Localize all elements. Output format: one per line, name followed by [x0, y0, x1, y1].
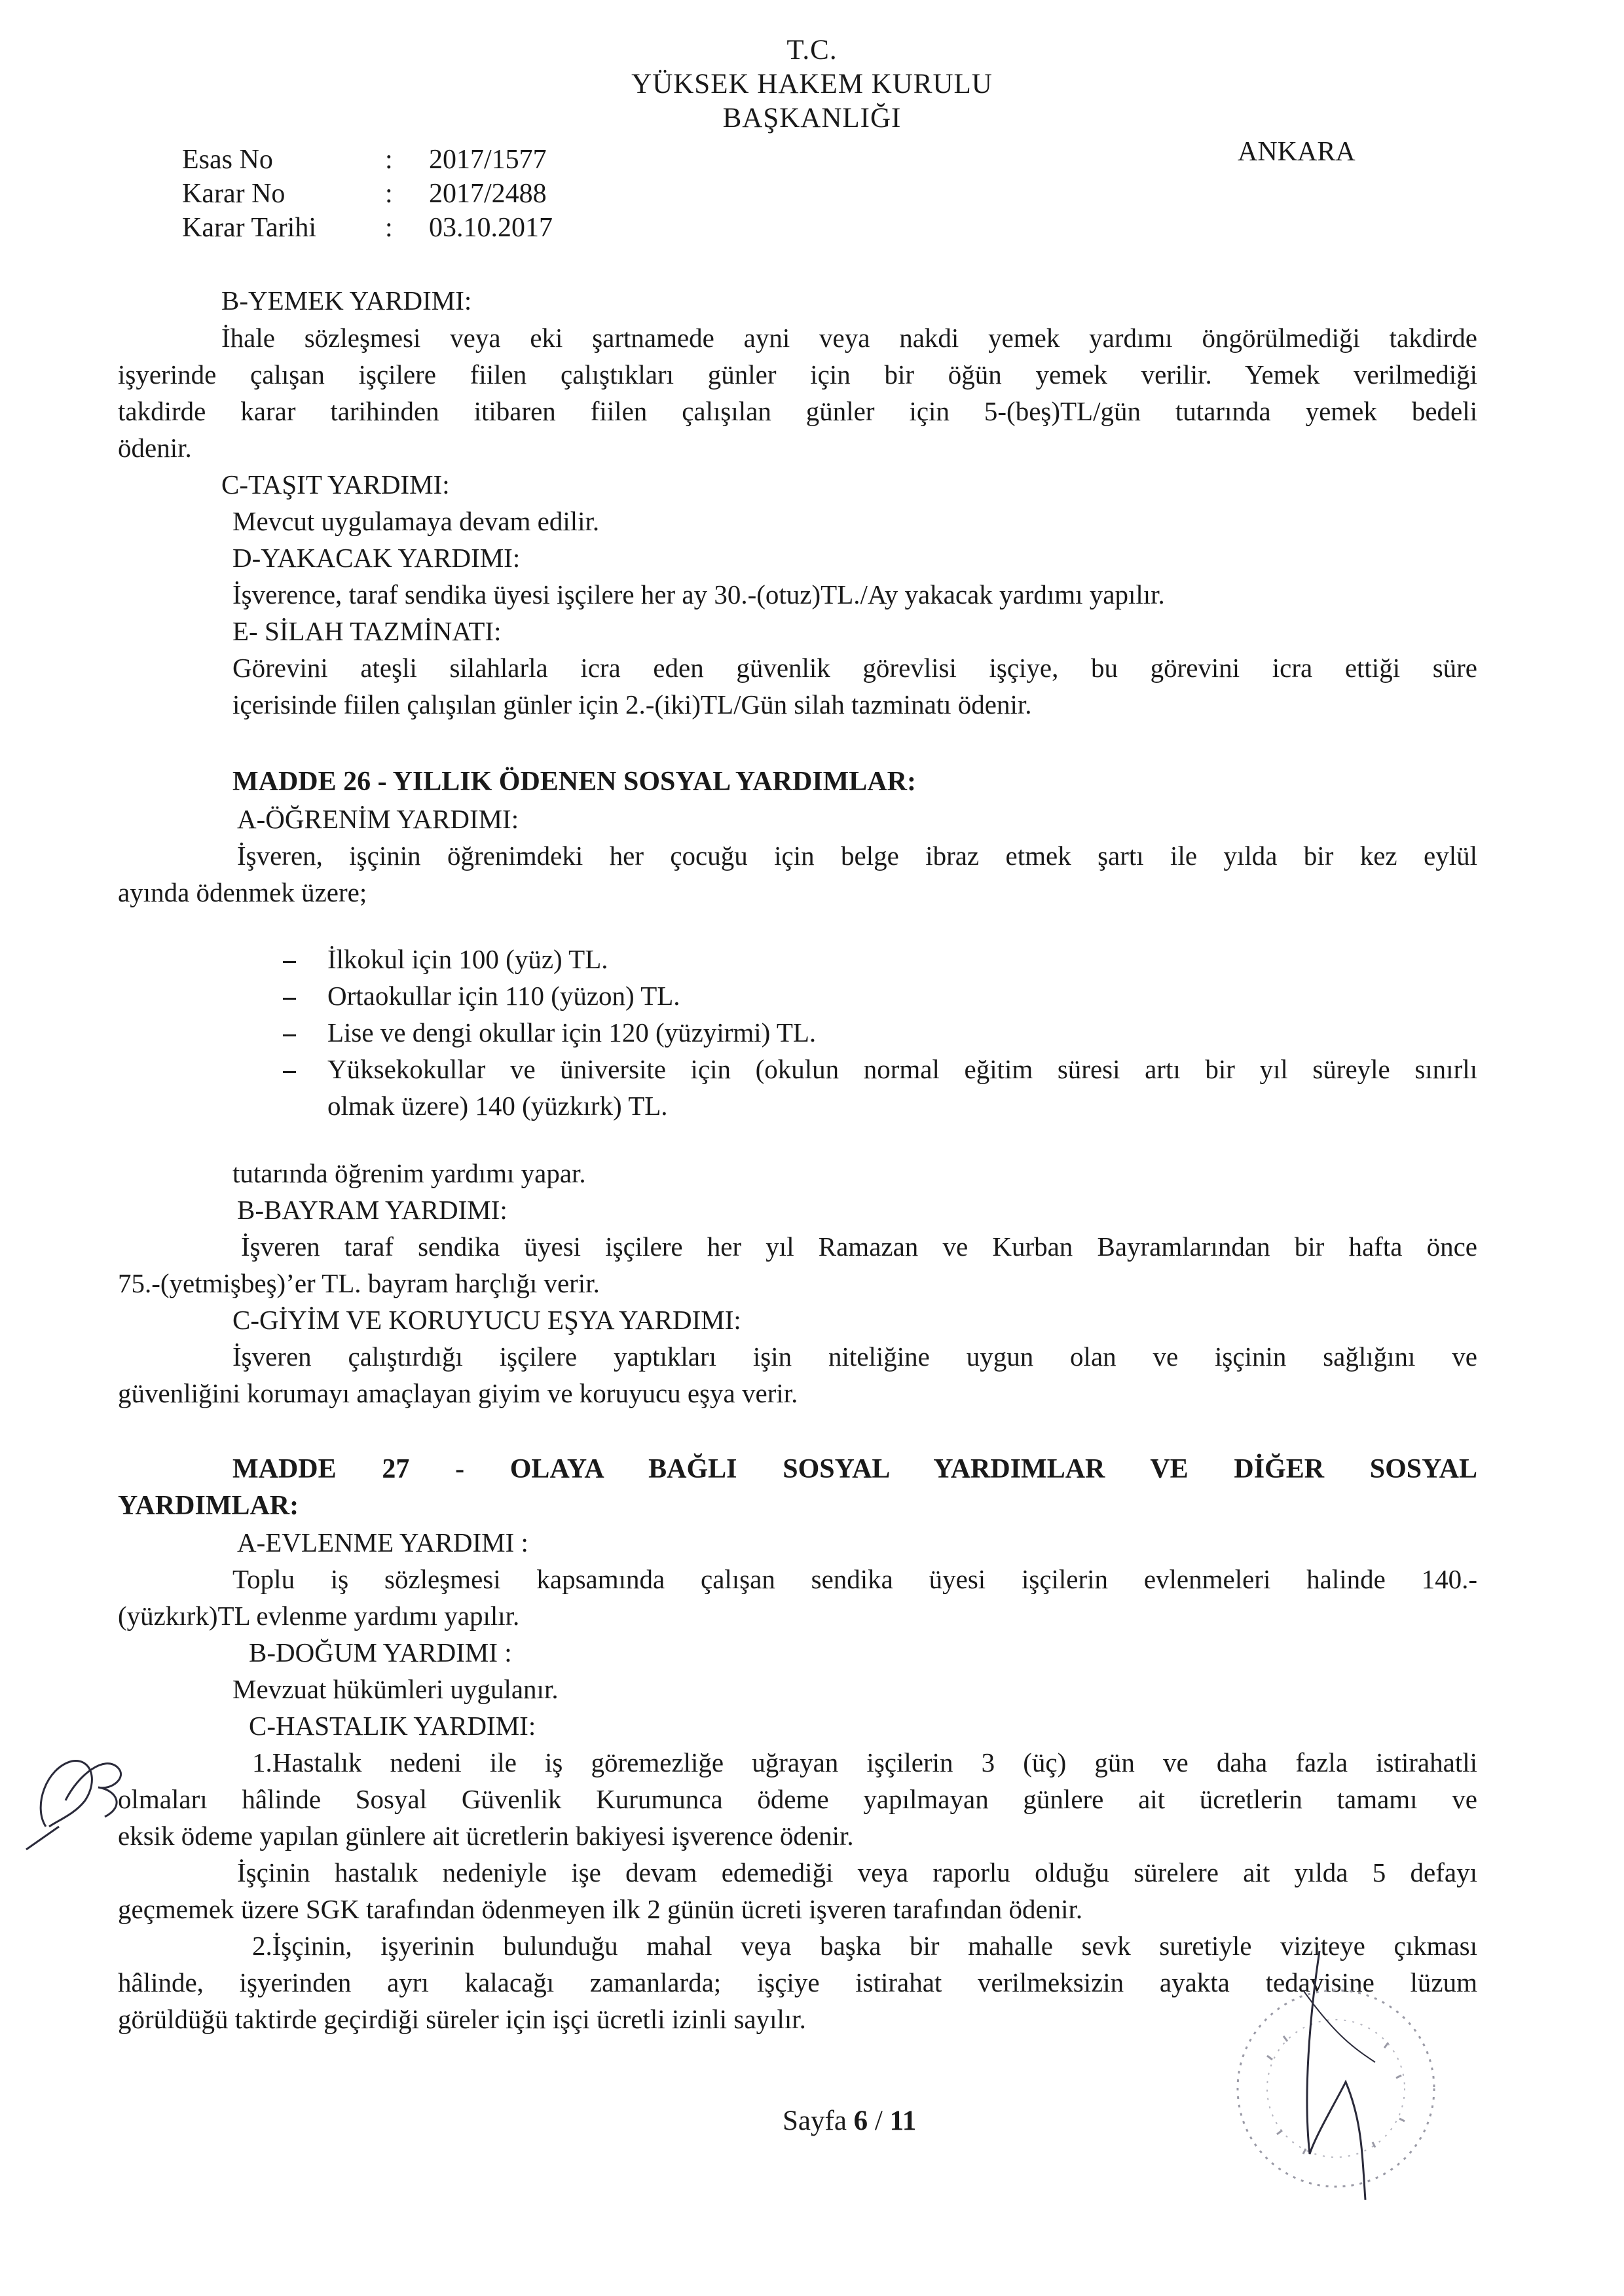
list-item: Lise ve dengi okullar için 120 (yüzyirmi) TL.: [327, 1017, 817, 1048]
text-line: İşçinin hastalık nedeniyle işe devam edemediği veya raporlu olduğu sürelere ait yılda 5 defayı: [237, 1857, 1477, 1887]
text-line: eksik ödeme yapılan günlere ait ücretlerin bakiyesi işverence ödenir.: [118, 1821, 854, 1851]
meta-value-karar: 2017/2488: [429, 179, 547, 209]
text-line: 1.Hastalık nedeni ile iş göremezliğe uğrayan işçilerin 3 (üç) gün ve daha fazla istirahatli: [252, 1747, 1477, 1777]
text-line: İhale sözleşmesi veya eki şartnamede ayni veya nakdi yemek yardımı öngörülmediği takdirde: [221, 323, 1477, 353]
meta-label-karar: Karar No: [182, 179, 286, 209]
text-line: İşveren, işçinin öğrenimdeki her çocuğu için belge ibraz etmek şartı ile yılda bir kez eylül: [237, 841, 1477, 871]
section-title-evlenme: A-EVLENME YARDIMI :: [237, 1527, 528, 1558]
header-dept: BAŞKANLIĞI: [722, 103, 902, 134]
page-separator: /: [874, 2105, 883, 2136]
section-title-ogrenim: A-ÖĞRENİM YARDIMI:: [237, 804, 519, 834]
section-title-bayram: B-BAYRAM YARDIMI:: [237, 1195, 507, 1225]
list-item: Ortaokullar için 110 (yüzon) TL.: [327, 981, 680, 1011]
meta-sep-tarih: :: [385, 213, 393, 243]
text-line: tutarında öğrenim yardımı yapar.: [232, 1158, 586, 1188]
list-item: İlkokul için 100 (yüz) TL.: [327, 944, 608, 974]
text-line: İşveren taraf sendika üyesi işçilere her yıl Ramazan ve Kurban Bayramlarından bir hafta önce: [241, 1231, 1477, 1262]
text-line: olmaları hâlinde Sosyal Güvenlik Kurumunca ödeme yapılmayan günlere ait ücretlerin tamamı ve: [118, 1784, 1477, 1814]
section-title-giyim: C-GİYİM VE KORUYUCU EŞYA YARDIMI:: [232, 1305, 741, 1335]
stamp-signature-icon: [1205, 1938, 1480, 2213]
text-line: (yüzkırk)TL evlenme yardımı yapılır.: [118, 1601, 520, 1631]
list-item-continued: olmak üzere) 140 (yüzkırk) TL.: [327, 1091, 668, 1121]
header-org: YÜKSEK HAKEM KURULU: [631, 69, 993, 100]
text-line: 2.İşçinin, işyerinin bulunduğu mahal veya başka bir mahalle sevk suretiyle viziteye çıkması: [252, 1931, 1477, 1961]
section-title-tasit: C-TAŞIT YARDIMI:: [221, 469, 450, 500]
text-line: takdirde karar tarihinden itibaren fiilen çalışılan günler için 5-(beş)TL/gün tutarında yemek bedeli: [118, 396, 1477, 426]
initials-signature-icon: [20, 1728, 151, 1859]
text-line: içerisinde fiilen çalışılan günler için 2.-(iki)TL/Gün silah tazminatı ödenir.: [232, 689, 1032, 720]
meta-value-tarih: 03.10.2017: [429, 213, 553, 243]
article-title-27-cont: YARDIMLAR:: [118, 1491, 299, 1521]
section-title-dogum: B-DOĞUM YARDIMI :: [249, 1637, 512, 1667]
text-line: görüldüğü taktirde geçirdiği süreler için işçi ücretli izinli sayılır.: [118, 2004, 806, 2034]
text-line: Mevcut uygulamaya devam edilir.: [232, 506, 600, 536]
meta-sep-esas: :: [385, 145, 393, 175]
text-line: ayında ödenmek üzere;: [118, 877, 367, 907]
list-bullet: [283, 1034, 296, 1036]
meta-label-tarih: Karar Tarihi: [182, 213, 317, 243]
page-total: 11: [889, 2105, 917, 2136]
section-title-yakacak: D-YAKACAK YARDIMI:: [232, 543, 521, 573]
page-label: Sayfa: [783, 2105, 847, 2136]
article-title-27: MADDE 27 - OLAYA BAĞLI SOSYAL YARDIMLAR VE DİĞER SOSYAL: [232, 1454, 1477, 1484]
page-current: 6: [853, 2105, 868, 2136]
text-line: İşverence, taraf sendika üyesi işçilere her ay 30.-(otuz)TL./Ay yakacak yardımı yapılır.: [232, 579, 1165, 610]
text-line: 75.-(yetmişbeş)’er TL. bayram harçlığı verir.: [118, 1268, 600, 1298]
meta-sep-karar: :: [385, 179, 393, 209]
text-line: ödenir.: [118, 433, 192, 463]
text-line: İşveren çalıştırdığı işçilere yaptıkları işin niteliğine uygun olan ve işçinin sağlığını ve: [232, 1341, 1477, 1372]
text-line: Görevini ateşli silahlarla icra eden güvenlik görevlisi işçiye, bu görevini icra ettiği süre: [232, 653, 1477, 683]
text-line: Toplu iş sözleşmesi kapsamında çalışan sendika üyesi işçilerin evlenmeleri halinde 140.-: [232, 1564, 1477, 1594]
section-title-hastalik: C-HASTALIK YARDIMI:: [249, 1711, 536, 1741]
list-item: Yüksekokullar ve üniversite için (okulun normal eğitim süresi artı bir yıl süreyle sınırlı: [327, 1054, 1477, 1084]
text-line: işyerinde çalışan işçilere fiilen çalıştıkları günler için bir öğün yemek verilir. Yemek verilmediği: [118, 359, 1477, 390]
list-bullet: [283, 1071, 296, 1073]
header-city: ANKARA: [1238, 137, 1356, 167]
article-title-26: MADDE 26 - YILLIK ÖDENEN SOSYAL YARDIMLAR:: [232, 767, 916, 797]
list-bullet: [283, 961, 296, 963]
list-bullet: [283, 998, 296, 1000]
meta-value-esas: 2017/1577: [429, 145, 547, 175]
header-tc: T.C.: [786, 35, 838, 65]
section-title-silah: E- SİLAH TAZMİNATI:: [232, 616, 502, 646]
meta-label-esas: Esas No: [182, 145, 273, 175]
page-number: [783, 2105, 916, 2137]
text-line: Mevzuat hükümleri uygulanır.: [232, 1674, 559, 1704]
text-line: geçmemek üzere SGK tarafından ödenmeyen ilk 2 günün ücreti işveren tarafından ödenir.: [118, 1894, 1083, 1924]
section-title-yemek: B-YEMEK YARDIMI:: [221, 285, 472, 316]
text-line: hâlinde, işyerinden ayrı kalacağı zamanlarda; işçiye istirahat verilmeksizin ayakta tedavisine lüzum: [118, 1967, 1477, 1997]
text-line: güvenliğini korumayı amaçlayan giyim ve koruyucu eşya verir.: [118, 1378, 798, 1408]
